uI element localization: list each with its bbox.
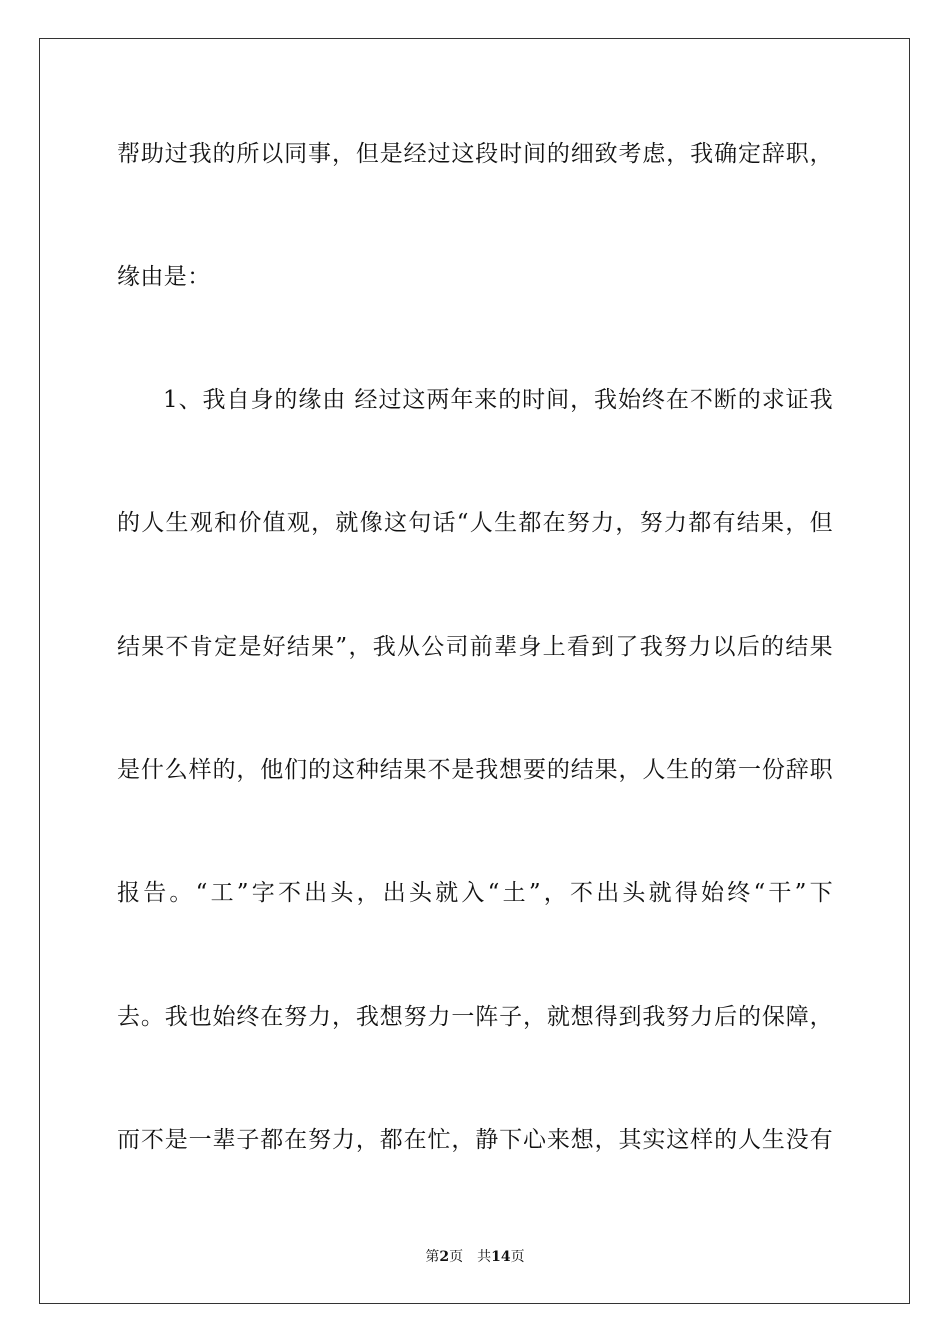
total-pages: 14 xyxy=(491,1249,511,1265)
text-line-3: 1、我自身的缘由 经过这两年来的时间，我始终在不断的求证我 xyxy=(163,387,833,413)
text-line-1: 帮助过我的所以同事，但是经过这段时间的细致考虑，我确定辞职， xyxy=(117,141,833,167)
text-line-8: 去。我也始终在努力，我想努力一阵子，就想得到我努力后的保障， xyxy=(117,1004,833,1030)
text-line-6: 是什么样的，他们的这种结果不是我想要的结果，人生的第一份辞职 xyxy=(117,757,833,783)
text-line-2: 缘由是： xyxy=(117,264,211,290)
total-suffix: 页 xyxy=(510,1249,525,1265)
page-suffix: 页 xyxy=(449,1249,464,1265)
text-line-9: 而不是一辈子都在努力，都在忙，静下心来想，其实这样的人生没有 xyxy=(117,1127,833,1153)
text-line-5: 结果不肯定是好结果”，我从公司前辈身上看到了我努力以后的结果 xyxy=(117,634,833,660)
page-footer xyxy=(0,1248,950,1266)
page-prefix: 第 xyxy=(425,1249,440,1265)
page-border xyxy=(39,38,910,1304)
text-line-4: 的人生观和价值观，就像这句话“人生都在努力，努力都有结果，但 xyxy=(117,510,833,536)
text-line-7: 报告。“工”字不出头，出头就入“土”，不出头就得始终“干”下 xyxy=(117,880,833,906)
total-prefix: 共 xyxy=(477,1249,492,1265)
page-number: 2 xyxy=(439,1249,450,1265)
